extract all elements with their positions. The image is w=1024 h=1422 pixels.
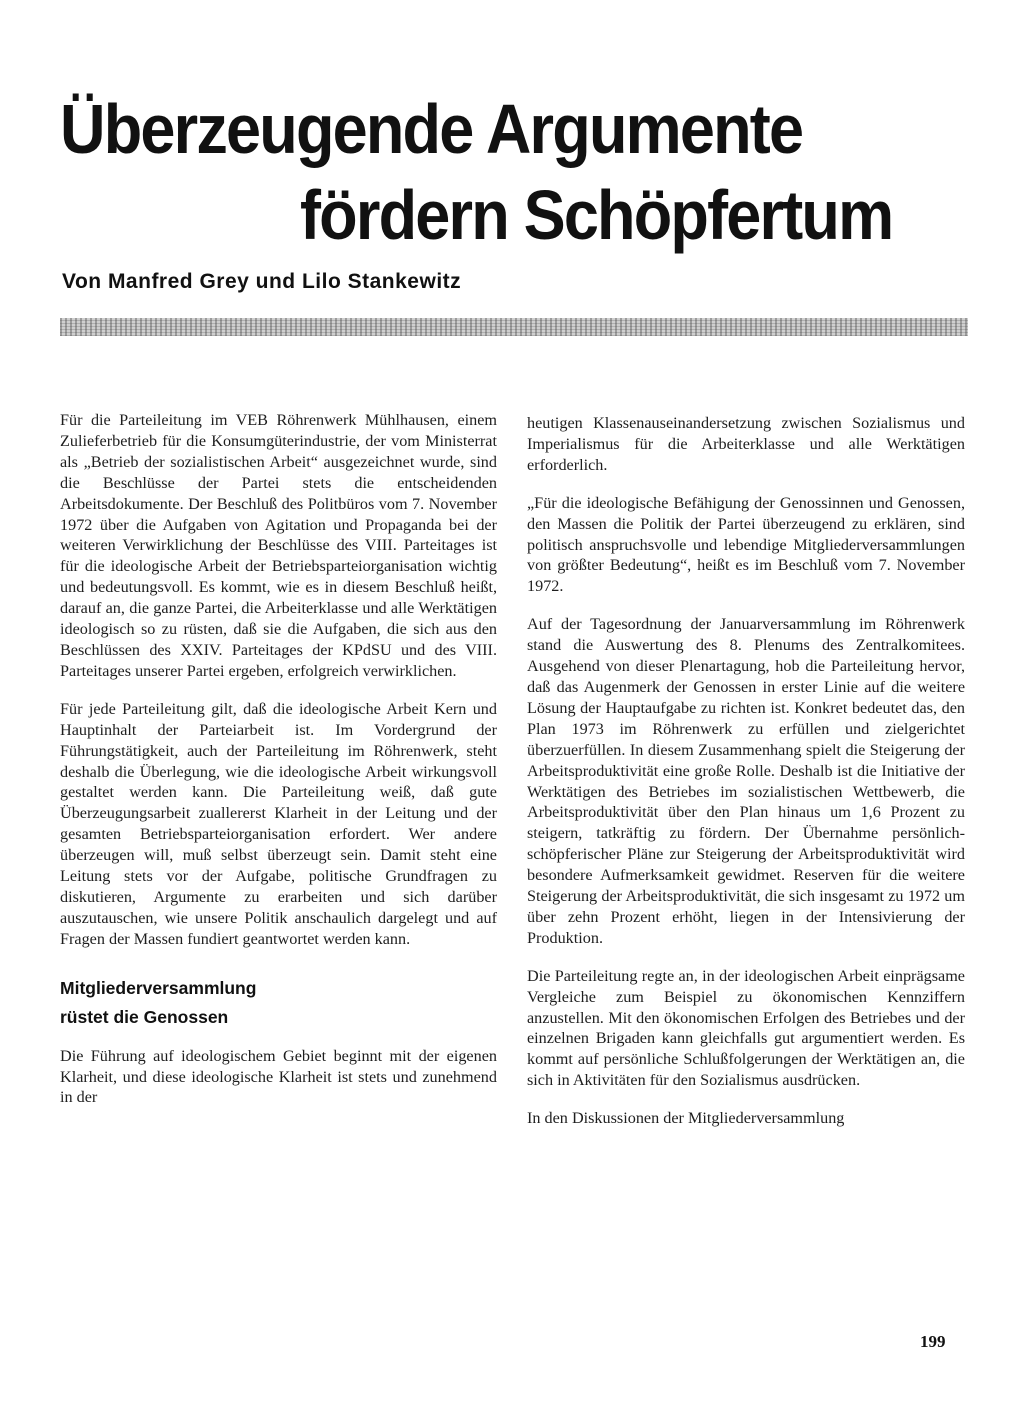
- article-title-line-1: Überzeugende Argumente: [60, 90, 803, 168]
- subheading-line-1: Mitgliederversammlung: [60, 977, 257, 998]
- article-title-line-2: fördern Schöpfertum: [300, 176, 893, 254]
- right-column: [527, 413, 965, 1146]
- paragraph: heutigen Klassenauseinandersetzung zwischen Sozialismus und Imperialismus für die Arbeiterklasse und alle Werktätigen erforderlich.: [527, 414, 965, 474]
- paragraph: In den Diskussionen der Mitgliederversammlung: [527, 1109, 845, 1128]
- paragraph: Auf der Tagesordnung der Januarversammlung im Röhrenwerk stand die Auswertung des 8. Plenums des Zentralkomitees. Ausgehend von dieser Plenartagung, hob die Parteileitung hervor, daß das Augenmerk der Genossen in erster Linie auf die weitere Lösung der Hauptaufgabe zu richten ist. Konkret bedeutet das, den Plan 1973 im Röhrenwerk zu erfüllen und zielgerichtet überzuerfüllen. In diesem Zusammenhang spielt die Steigerung der Arbeitsproduktivität eine große Rolle. Deshalb ist die Initiative der Werktätigen des Betriebes im sozialistischen Wettbewerb, die Arbeitsproduktivität über den Plan hinaus um 1,6 Prozent zu steigern, tatkräftig zu fördern. Der Übernahme persönlich-schöpferischer Pläne zur Steigerung der Arbeitsproduktivität wird besondere Aufmerksamkeit gewidmet. Reserven für die weitere Steigerung der Arbeitsproduktivität, die sich insgesamt zu 1972 um über zehn Prozent erhöht, liegen in der Intensivierung der Produktion.: [527, 615, 965, 947]
- paragraph: Für die Parteileitung im VEB Röhrenwerk Mühlhausen, einem Zulieferbetrieb für die Konsumgüterindustrie, der vom Ministerrat als „Betrieb der sozialistischen Arbeit“ ausgezeichnet wurde, sind die Beschlüsse der Partei stets die entscheidenden Arbeitsdokumente. Der Beschluß des Politbüros vom 7. November 1972 über die Aufgaben von Agitation und Propaganda bei der weiteren Verwirklichung der Beschlüsse des VIII. Parteitages ist für die ideologische Arbeit der Betriebsparteiorganisation wichtig und bedeutungsvoll. Es kommt, wie es in diesem Beschluß heißt, darauf an, die ganze Partei, die Arbeiterklasse und alle Werktätigen ideologisch so zu rüsten, daß sie die Aufgaben, die sich aus den Beschlüssen des XXIV. Parteitages der KPdSU und des VIII. Parteitages unserer Partei ergeben, erfolgreich verwirklichen.: [60, 411, 497, 680]
- paragraph: „Für die ideologische Befähigung der Genossinnen und Genossen, den Massen die Politik der Partei überzeugend zu erklären, sind politisch anspruchsvolle und lebendige Mitgliederversammlungen von größter Bedeutung“, heißt es im Beschluß vom 7. November 1972.: [527, 493, 965, 596]
- section-subheading: [60, 974, 497, 1032]
- subheading-line-2: rüstet die Genossen: [60, 1006, 229, 1027]
- decorative-rule: [60, 318, 968, 336]
- left-column: [60, 410, 497, 1125]
- paragraph: Für jede Parteileitung gilt, daß die ideologische Arbeit Kern und Hauptinhalt der Parteiarbeit ist. Im Vordergrund der Führungstätigkeit, auch der Parteileitung im Röhrenwerk, steht deshalb die Überlegung, wie die ideologische Arbeit wirkungsvoll gestaltet werden kann. Die Parteileitung weiß, daß gute Überzeugungsarbeit zuallererst Klarheit in der Leitung und der gesamten Betriebsparteiorganisation erfordert. Wer andere überzeugen will, muß selbst überzeugt sein. Damit steht eine Leitung stets vor der Aufgabe, politische Grundfragen zu diskutieren, Argumente zu erarbeiten und sich darüber auszutauschen, wie unsere Politik anschaulich dargelegt und auf Fragen der Massen fundiert geantwortet werden kann.: [60, 699, 497, 948]
- page-number: 199: [920, 1332, 946, 1351]
- paragraph: Die Führung auf ideologischem Gebiet beginnt mit der eigenen Klarheit, und diese ideologische Klarheit ist stets und zunehmend in der: [60, 1046, 497, 1107]
- article-byline: Von Manfred Grey und Lilo Stankewitz: [62, 270, 462, 293]
- paragraph: Die Parteileitung regte an, in der ideologischen Arbeit einprägsame Vergleiche zum Beispiel zu ökonomischen Kennziffern anzustellen. Mit den ökonomischen Erfolgen des Betriebes und der einzelnen Brigaden kann gleichfalls gut argumentiert werden. Es kommt auf persönliche Schlußfolgerungen der Werktätigen an, die sich in Aktivitäten für den Sozialismus ausdrücken.: [527, 966, 965, 1090]
